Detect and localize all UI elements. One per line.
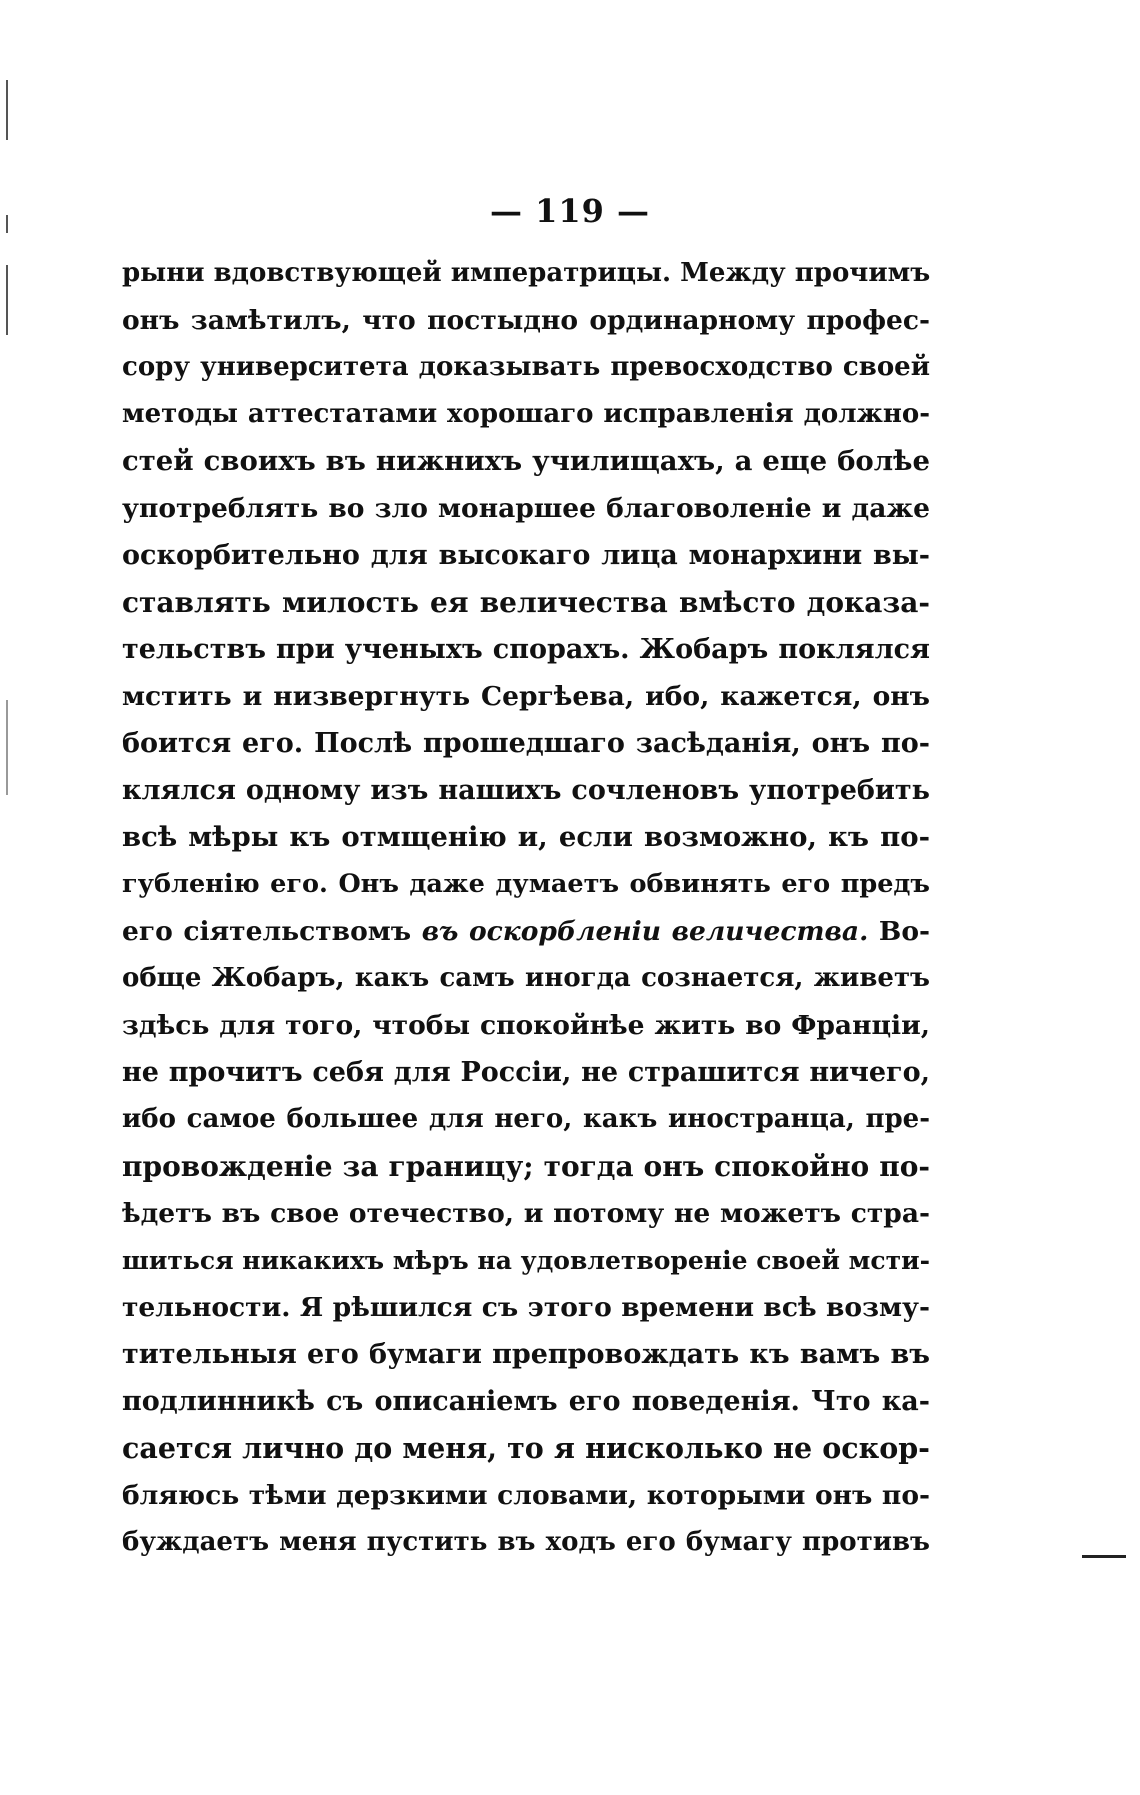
text-line: тительныя его бумаги препровождать къ вамъ въ	[122, 1339, 930, 1370]
text-line: всѣ мѣры къ отмщенію и, если возможно, къ по-	[122, 821, 930, 853]
text-line: сается лично до меня, то я нисколько не оскор-	[122, 1431, 930, 1465]
page-number: — 119 —	[489, 192, 651, 230]
margin-dash-mark	[1082, 1555, 1126, 1558]
text-line: онъ замѣтилъ, что постыдно ординарному профес-	[122, 305, 930, 336]
text-line: губленію его. Онъ даже думаетъ обвинять его предъ	[122, 869, 930, 899]
text-line: боится его. Послѣ прошедшаго засѣданія, онъ по-	[122, 728, 930, 759]
text-line: здѣсь для того, чтобы спокойнѣе жить во Франціи,	[122, 1010, 930, 1041]
text-line: бляюсь тѣми дерзкими словами, которыми онъ по-	[122, 1480, 930, 1511]
text-line: тельности. Я рѣшился съ этого времени всѣ возму-	[122, 1292, 930, 1323]
text-line: обще Жобаръ, какъ самъ иногда сознается, живетъ	[122, 963, 930, 993]
text-line: клялся одному изъ нашихъ сочленовъ употребить	[122, 775, 930, 806]
text-line: стей своихъ въ нижнихъ училищахъ, а еще болѣе	[122, 445, 930, 477]
text-line: употреблять во зло монаршее благоволеніе и даже	[122, 493, 930, 524]
text-line: методы аттестатами хорошаго исправленія должно-	[122, 399, 930, 429]
text-line: ставлять милость ея величества вмѣсто доказа-	[122, 586, 930, 619]
text-line: ибо самое большее для него, какъ иностранца, пре-	[122, 1104, 930, 1134]
text-line: тельствъ при ученыхъ спорахъ. Жобаръ поклялся	[122, 634, 930, 665]
text-line: шиться никакихъ мѣръ на удовлетвореніе своей мсти-	[122, 1246, 930, 1275]
text-line: мстить и низвергнуть Сергѣева, ибо, кажется, онъ	[122, 681, 930, 712]
text-line: оскорбительно для высокаго лица монархини вы-	[122, 540, 930, 571]
text-line: не прочитъ себя для Россіи, не страшится ничего,	[122, 1057, 930, 1088]
text-line: провожденіе за границу; тогда онъ спокойно по-	[122, 1150, 930, 1183]
binding-edge-mark	[6, 700, 8, 795]
text-line: подлинникѣ съ описаніемъ его поведенія. Что ка-	[122, 1386, 930, 1417]
text-line-with-italic	[122, 908, 930, 955]
binding-edge-mark	[6, 80, 8, 140]
text-line: буждаетъ меня пустить въ ходъ его бумагу противъ	[122, 1527, 930, 1557]
text-line: сору университета доказывать превосходство своей	[122, 352, 930, 382]
text-segment: его сіятельствомъ	[122, 916, 422, 947]
text-segment: Во-	[868, 916, 930, 947]
binding-edge-mark	[6, 265, 8, 335]
body-text	[122, 250, 930, 1566]
italic-phrase: въ оскорбленіи величества.	[421, 916, 869, 947]
text-line: ѣдетъ въ свое отечество, и потому не можетъ стра-	[122, 1198, 930, 1229]
text-line: рыни вдовствующей императрицы. Между прочимъ	[122, 258, 931, 288]
